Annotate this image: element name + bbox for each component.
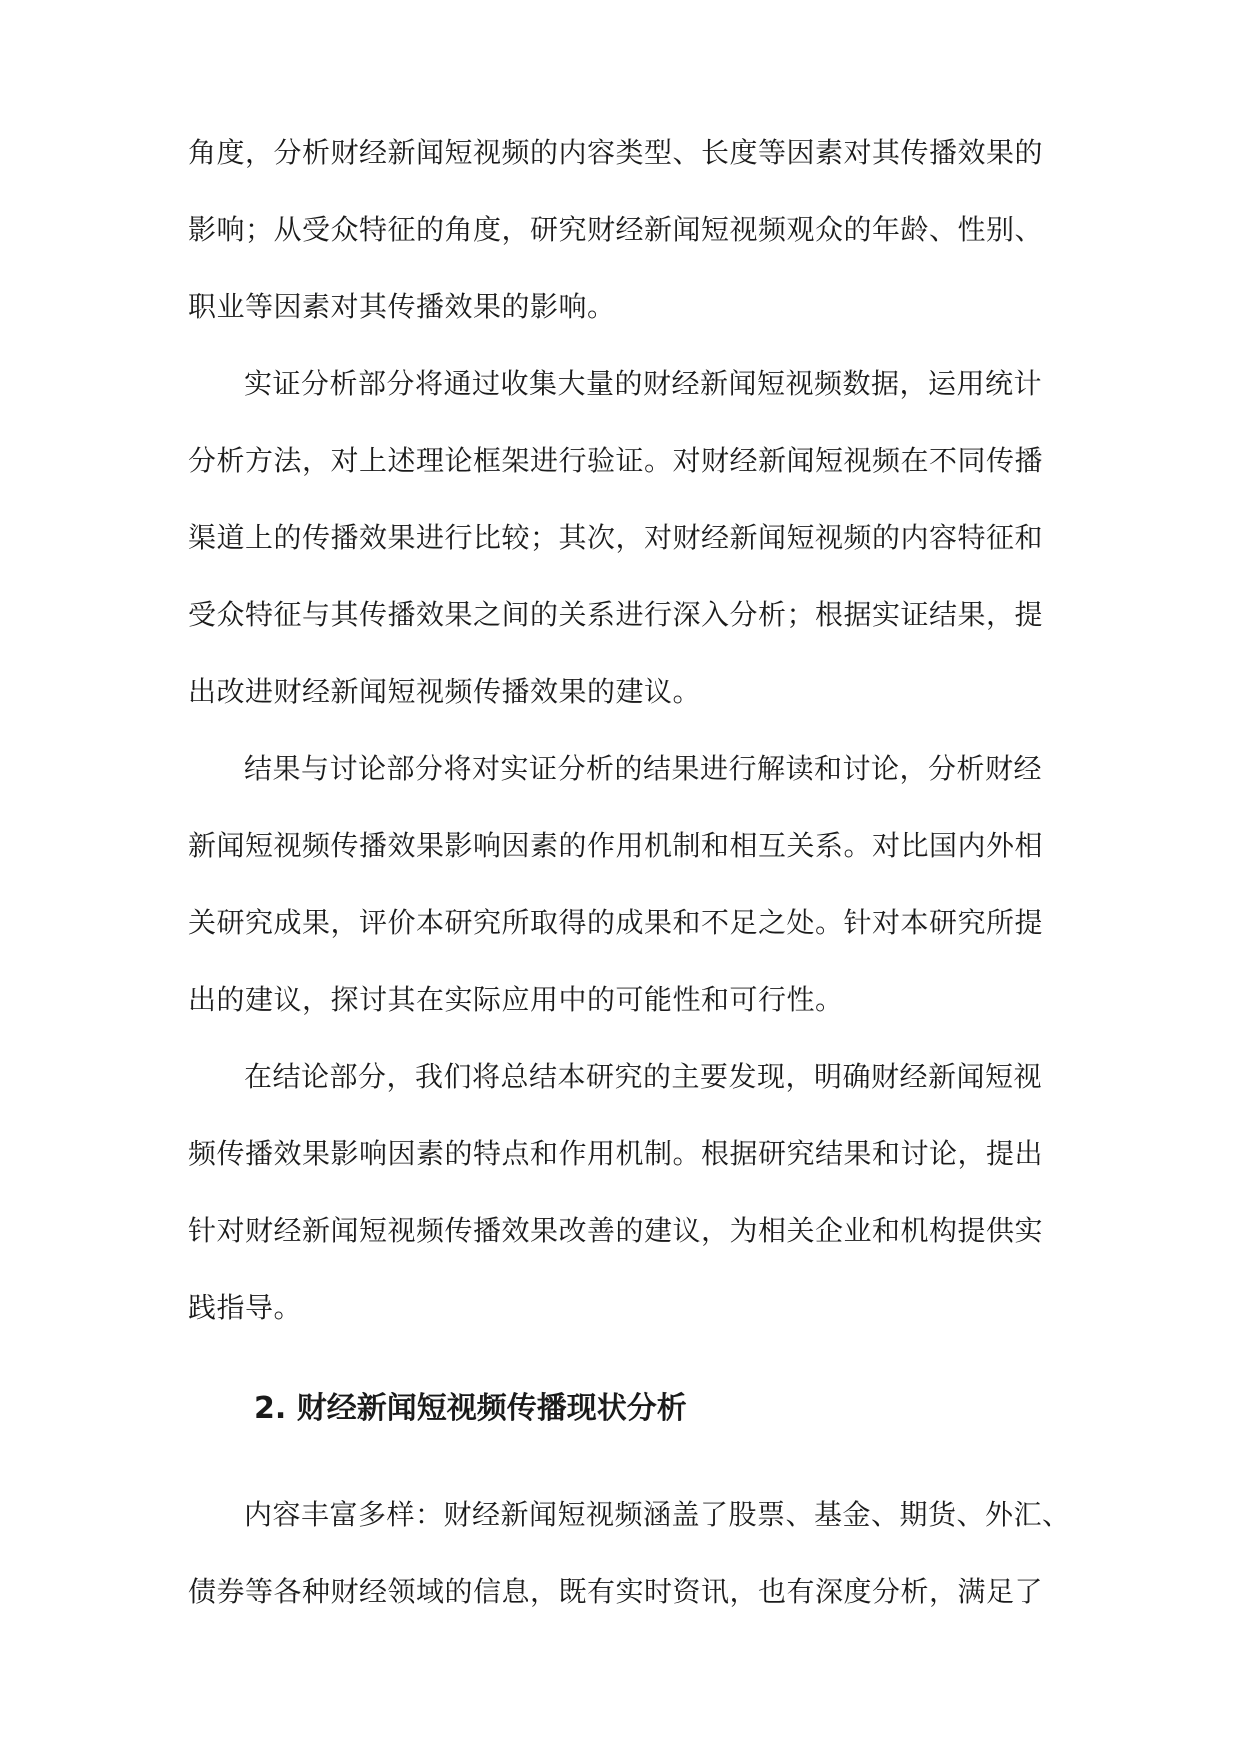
text-line: 在结论部分，我们将总结本研究的主要发现，明确财经新闻短视	[244, 1060, 1043, 1093]
text-line: 出的建议，探讨其在实际应用中的可能性和可行性。	[188, 983, 844, 1016]
text-line: 影响；从受众特征的角度，研究财经新闻短视频观众的年龄、性别、	[188, 213, 1044, 246]
text-line: 结果与讨论部分将对实证分析的结果进行解读和讨论，分析财经	[244, 752, 1043, 785]
text-line: 频传播效果影响因素的特点和作用机制。根据研究结果和讨论，提出	[188, 1137, 1044, 1170]
section-heading: 2. 财经新闻短视频传播现状分析	[254, 1391, 687, 1426]
text-line: 新闻短视频传播效果影响因素的作用机制和相互关系。对比国内外相	[188, 829, 1044, 862]
text-line: 分析方法，对上述理论框架进行验证。对财经新闻短视频在不同传播	[188, 444, 1044, 477]
text-line: 内容丰富多样：财经新闻短视频涵盖了股票、基金、期货、外汇、	[244, 1498, 1071, 1531]
text-line: 实证分析部分将通过收集大量的财经新闻短视频数据，运用统计	[244, 367, 1043, 400]
text-line: 出改进财经新闻短视频传播效果的建议。	[188, 675, 702, 708]
text-line: 渠道上的传播效果进行比较；其次，对财经新闻短视频的内容特征和	[188, 521, 1044, 554]
text-line: 针对财经新闻短视频传播效果改善的建议，为相关企业和机构提供实	[188, 1214, 1044, 1247]
text-line: 职业等因素对其传播效果的影响。	[188, 290, 616, 323]
text-line: 受众特征与其传播效果之间的关系进行深入分析；根据实证结果，提	[188, 598, 1044, 631]
text-line: 债券等各种财经领域的信息，既有实时资讯，也有深度分析，满足了	[188, 1575, 1044, 1608]
text-line: 角度，分析财经新闻短视频的内容类型、长度等因素对其传播效果的	[188, 136, 1044, 169]
text-line: 关研究成果，评价本研究所取得的成果和不足之处。针对本研究所提	[188, 906, 1044, 939]
text-line: 践指导。	[188, 1291, 303, 1324]
